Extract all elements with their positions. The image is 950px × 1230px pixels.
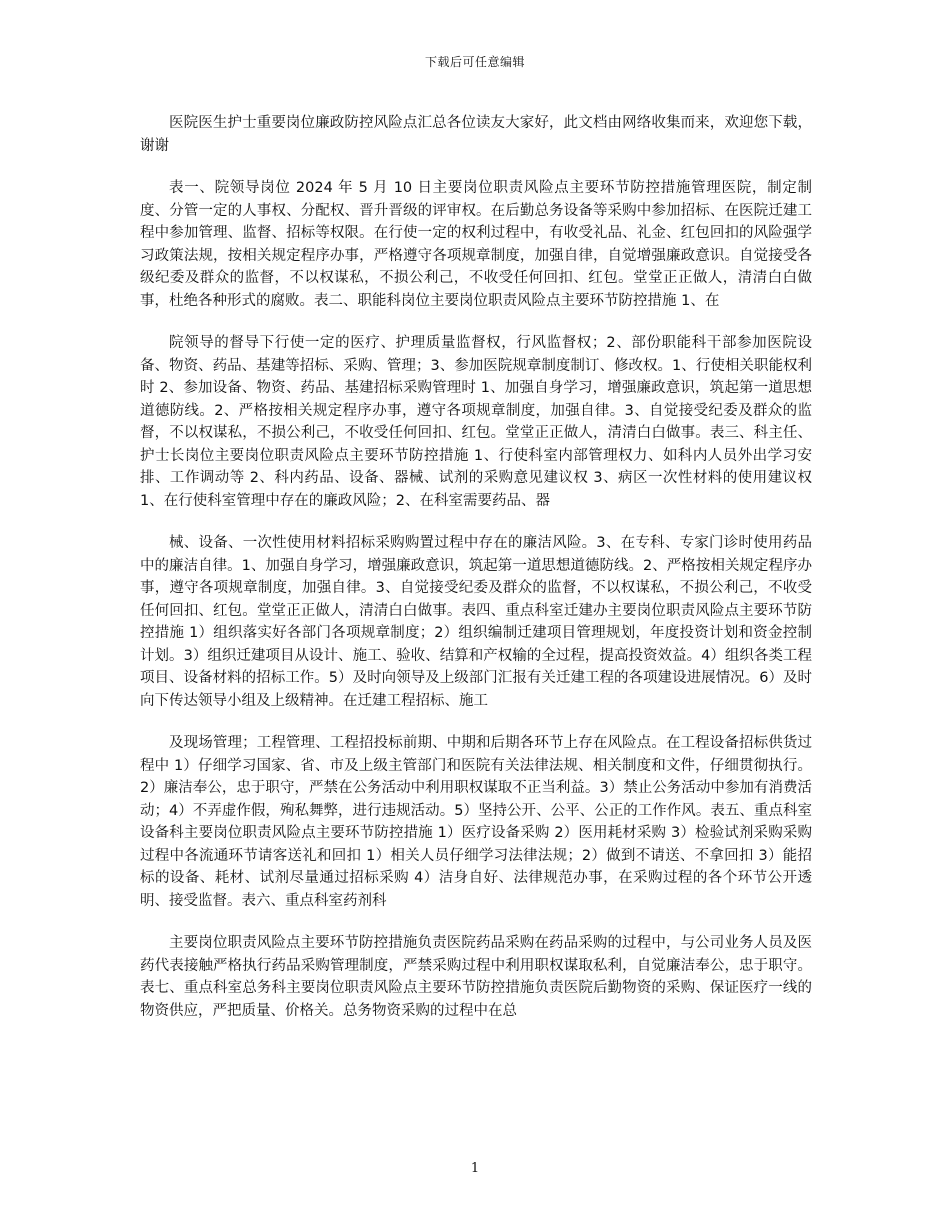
- paragraph-table-2-3: 院领导的督导下行使一定的医疗、护理质量监督权，行风监督权；2、部份职能科干部参加医院设备、物资、药品、基建等招标、采购、管理；3、参加医院规章制度制订、修改权。1、行使相关职能权利时 2、参加设备、物资、药品、基建招标采购管理时 1、加强自身学习，增强廉政意识，筑起第一道思想道德防线。2、严格按相关规定程序办事，遵守各项规章制度，加强自律。3、自觉接受纪委及群众的监督，不以权谋私，不损公利己，不收受任何回扣、红包。堂堂正正做人，清清白白做事。表三、科主任、护士长岗位主要岗位职责风险点主要环节防控措施 1、行使科室内部管理权力、如科内人员外出学习安排、工作调动等 2、科内药品、设备、器械、试剂的采购意见建议权 3、病区一次性材料的使用建议权 1、在行使科室管理中存在的廉政风险；2、在科室需要药品、器: [140, 335, 812, 509]
- paragraph-table-4-6: 及现场管理；工程管理、工程招投标前期、中期和后期各环节上存在风险点。在工程设备招标供货过程中 1）仔细学习国家、省、市及上级主管部门和医院有关法律法规、相关制度和文件，仔细贯彻执行。2）廉洁奉公，忠于职守，严禁在公务活动中利用职权谋取不正当利益。3）禁止公务活动中参加有消费活动；4）不弄虚作假，殉私舞弊，进行违规活动。5）坚持公开、公平、公正的工作作风。表五、重点科室设备科主要岗位职责风险点主要环节防控措施 1）医疗设备采购 2）医用耗材采购 3）检验试剂采购采购过程中各流通环节请客送礼和回扣 1）相关人员仔细学习法律法规；2）做到不请送、不拿回扣 3）能招标的设备、耗材、试剂尽量通过招标采购 4）洁身自好、法律规范办事，在采购过程的各个环节公开透明、接受监督。表六、重点科室药剂科: [140, 735, 812, 909]
- paragraph-table-3-4: 械、设备、一次性使用材料招标采购购置过程中存在的廉洁风险。3、在专科、专家门诊时使用药品中的廉洁自律。1、加强自身学习，增强廉政意识，筑起第一道思想道德防线。2、严格按相关规定程序办事，遵守各项规章制度，加强自律。3、自觉接受纪委及群众的监督，不以权谋私，不损公利己，不收受任何回扣、红包。堂堂正正做人，清清白白做事。表四、重点科室迁建办主要岗位职责风险点主要环节防控措施 1）组织落实好各部门各项规章制度；2）组织编制迁建项目管理规划，年度投资计划和资金控制计划。3）组织迁建项目从设计、施工、验收、结算和产权输的全过程，提高投资效益。4）组织各类工程项目、设备材料的招标工作。5）及时向领导及上级部门汇报有关迁建工程的各项建设进展情况。6）及时向下传达领导小组及上级精神。在迁建工程招标、施工: [140, 535, 812, 709]
- document-body: [140, 112, 812, 1042]
- paragraph-intro: 医院医生护士重要岗位廉政防控风险点汇总各位读友大家好，此文档由网络收集而来，欢迎您下载，谢谢: [140, 115, 812, 154]
- page-number: 1: [470, 1161, 480, 1176]
- paragraph-table-6-7: 主要岗位职责风险点主要环节防控措施负责医院药品采购在药品采购的过程中，与公司业务人员及医药代表接触严格执行药品采购管理制度，严禁采购过程中利用职权谋取私利，自觉廉洁奉公，忠于职守。表七、重点科室总务科主要岗位职责风险点主要环节防控措施负责医院后勤物资的采购、保证医疗一线的物资供应，严把质量、价格关。总务物资采购的过程中在总: [140, 935, 812, 1019]
- page-header: 下载后可任意编辑: [424, 55, 525, 69]
- paragraph-table-1: 表一、院领导岗位 2024 年 5 月 10 日主要岗位职责风险点主要环节防控措施管理医院，制定制度、分管一定的人事权、分配权、晋升晋级的评审权。在后勤总务设备等采购中参加招标、在医院迁建工程中参加管理、监督、招标等权限。在行使一定的权利过程中，有收受礼品、礼金、红包回扣的风险强学习政策法规，按相关规定程序办事，严格遵守各项规章制度，加强自律，自觉增强廉政意识。自觉接受各级纪委及群众的监督，不以权谋私，不损公利己，不收受任何回扣、红包。堂堂正正做人，清清白白做事，杜绝各种形式的腐败。表二、职能科岗位主要岗位职责风险点主要环节防控措施 1、在: [140, 180, 812, 309]
